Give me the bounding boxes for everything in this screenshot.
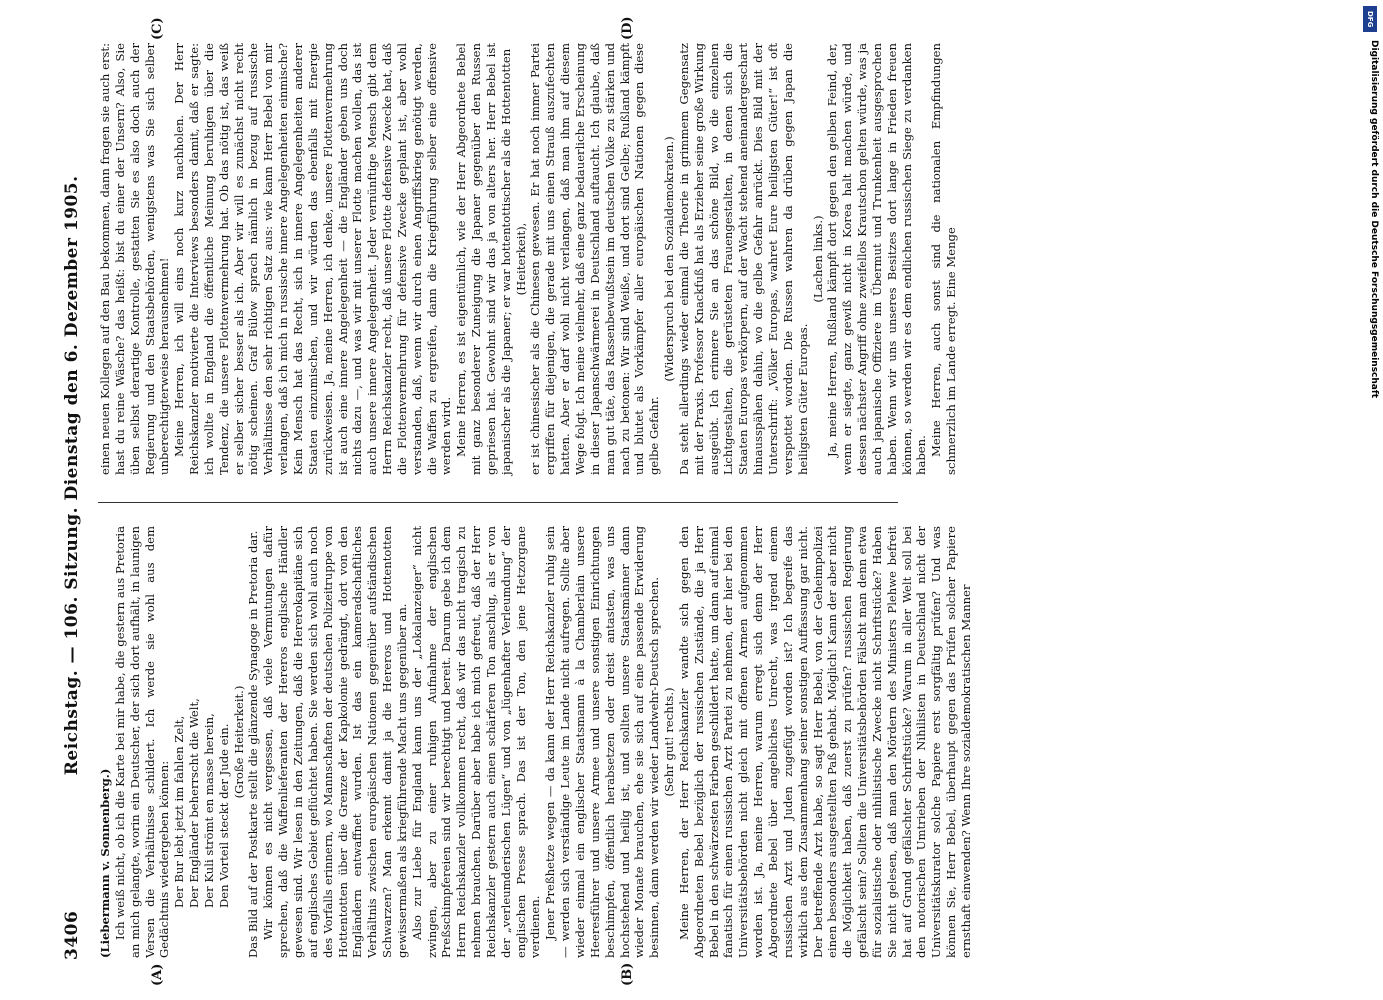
verse-line: Den Vorteil steckt der Jude ein. [216,723,231,908]
paragraph: Meine Herren, auch sonst sind die nationalen Empfindungen schmerzlich im Lande erregt. Eine Menge [929,43,959,475]
paragraph: Jener Preßhetze wegen — da kann der Herr Reichskanzler ruhig sein — werden sich verständige Leute im Lande nicht aufregen. Sollte aber wieder einmal ein englischer Staatsmann à la Chamberlain unsere Heeresführer und unsere Armee und unsere sonstigen Einrichtungen beschimpfen, öffentlich herabsetzen oder dreist antasten, was uns hochstehend und heilig ist, und sollten unsere Staatsmänner dann wieder Monate brauchen, ehe sie sich auf eine passende Erwiderung besinnen, dann werden wir wieder Landwehr-Deutsch sprechen. [543,526,662,958]
dfg-logo: DFG [1363,6,1377,32]
verse-line: Der Engländer beherrscht die Welt, [187,698,202,908]
margin-mark-d: (D) [620,16,635,40]
margin-mark-a: (A) [150,963,165,986]
speaker-name: (Liebermann v. Sonnenberg.) [98,768,112,958]
paragraph: (Lachen links.) [810,215,825,303]
running-title: Reichstag. — 106. Sitzung. Dienstag den 6. Dezember 1905. [62,175,82,776]
paragraph: (Widerspruch bei den Sozialdemokraten.) [662,136,677,382]
paragraph: (Große Heiterkeit.) [231,685,246,799]
page-header [55,40,89,960]
right-column [98,43,959,475]
paragraph: Ich weiß nicht, ob ich die Karte bei mir habe, die gestern aus Pretoria an mich gelangte, worin ein Deutscher, der sich dort aufhält, in launigen Versen die Verhältnisse schildert. Ich werde sie wohl aus dem Gedächtnis wiedergeben können: [112,526,172,958]
paragraph: (Heiterkeit), [513,222,528,296]
left-column [98,526,974,958]
paragraph: Meine Herren, der Herr Reichskanzler wandte sich gegen den Abgeordneten Bebel bezüglich der russischen Zustände, die ja Herr Bebel in den schwärzesten Farben geschildert hatte, um dann auf einmal fanatisch für einen russischen Arzt Partei zu nehmen, der hier bei den Universitätsbehörden nicht gleich mit offenen Armen aufgenommen worden ist. Ja, meine Herren, warum erregt sich denn der Herr Abgeordnete Bebel über angebliches Unrecht, was irgend einem russischen Arzt und Juden zugefügt worden ist? Ich begreife das wirklich aus dem Zusammenhang seiner sonstigen Auffassung gar nicht. Der betreffende Arzt habe, so sagt Herr Bebel, von der Geheimpolizei einen besonders ausgestellten Paß gehabt. Möglich! Kann der aber nicht die Möglichkeit haben, daß zuerst zu prüfen? russischen Regierung gefälscht sein? Sollten die Universitätsbehörden Fälscht man denn etwa für sozialistische oder nihilistische Zwecke nicht Schriftstücke? Haben Sie nicht gelesen, daß man den Mördern des Ministers Plehwe befreit hat auf Grund gefälschter Schriftstücke? Warum in aller Welt soll bei den notorischen Umtrieben der Nihilisten in Deutschland nicht der Universitätskurator solche Papiere erst sorgfältig prüfen? Und was können Sie, Herr Bebel, überhaupt gegen das Prüfen solcher Papiere ernsthaft einwenden? Wenn Ihre sozialdemokratischen Manner [676,526,973,958]
paragraph: Wir können es nicht vergessen, daß viele Vermutungen dafür sprechen, daß die Waffenlieferanten der Hereros englische Händler gewesen sind. Wir lesen in den Zeitungen, daß die Hererokapitäne sich auf englisches Gebiet geflüchtet haben. Sie werden sich wohl auch noch des Vorfalls erinnern, wo Mannschaften der deutschen Polizeitruppe von Hottentotten über die Grenze der Kapkolonie gedrängt, dort von den Engländern entwaffnet wurden. Ist das ein kameradschaftliches Verhältnis zwischen europäischen Nationen gegenüber aufständischen Schwarzen? Man erkennt damit ja die Hereros und Hottentotten gewissermaßen als kriegführende Macht uns gegenüber an. [261,526,409,958]
paragraph: Meine Herren, es ist eigentümlich, wie der Herr Abgeordnete Bebel mit ganz besonderer Zuneigung die Japaner gegenüber den Russen gepriesen hat. Gewohnt sind wir das ja von alters her. Herr Bebel ist japanischer als die Japaner; er war hottentottischer als die Hottentotten [454,43,513,475]
paragraph: (Sehr gut! rechts.) [662,687,677,797]
paragraph: er ist chinesischer als die Chinesen gewesen. Er hat noch immer Partei ergriffen für diejenigen, die gerade mit uns einen Strauß auszufechten hatten. Aber er darf wohl nicht verlangen, daß man ihm auf diesem Wege folgt. Ich meine vielmehr, daß eine ganz bedauerliche Erscheinung in dieser Japanschwärmerei in Deutschland auftaucht. Ich glaube, daß man gut täte, das Rassenbewußtsein im deutschen Volke zu stärken und nach zu betonen: Wir sind Weiße, und dort sind Gelbe; Rußland kämpft und blutet als Vorkämpfer aller europäischen Nationen gegen diese gelbe Gefahr. [528,43,662,475]
paragraph: Da steht allerdings wieder einmal die Theorie in grimmem Gegensatz mit der Praxis. Professor Knackfuß hat als Erzieher seine große Wirkung ausgeübt. Ich erinnere Sie an das schöne Bild, wo die einzelnen Lichtgestalten, die gerüsteten Frauengestalten, in denen sich die Staaten Europas verkörpern, auf der Wacht stehend aneinandergeschart hinausspähen dahin, wo die gelbe Gefahr anrückt. Dies Bild mit der Unterschrift: „Völker Europas, wahret Eure heiligsten Güter!“ ist oft verspottet worden. Die Russen wahren da drüben gegen Japan die heiligsten Güter Europas. [676,43,810,475]
paragraph: Ja, meine Herren, Rußland kämpft dort gegen den gelben Feind, der, wenn er siegte, ganz gewiß nicht in Korea halt machen würde, und dessen nächster Angriff ohne zweifellos Krautschon gelten würde, was ja auch japanische Offiziere im Übermut und Trunkenheit ausgesprochen haben. Wenn wir uns unseres Besitzes dort lange in Frieden freuen können, so werden wir es dem endlichen russischen Siege zu verdanken haben. [825,43,929,475]
paragraph: Meine Herren, ich will eins noch kurz nachholen. Der Herr Reichskanzler motivierte die Interviews besonders damit, daß er sagte: ich wollte in England die öffentliche Meinung beruhigen über die Tendenz, die unsere Flottenvermehrung hat. Ob das nötig ist, das weiß er selber sicher besser als ich. Aber wir will es zunächst nicht recht nötig scheinen. Graf Bülow sprach nämlich in bezug auf russische Verhältnisse den sehr richtigen Satz aus: wie kann Herr Bebel von mir verlangen, daß ich mich in russische innere Angelegenheiten einmische? Kein Mensch hat das Recht, sich in innere Angelegenheiten anderer Staaten einzumischen, und wir würden das ebenfalls mit Energie zurückweisen. Ja, meine Herren, ich denke, unsere Flottenvermehrung ist auch eine innere Angelegenheit — die Engländer geben uns doch nichts dazu —, und was wir mit unserer Flotte machen wollen, das ist auch unsere innere Angelegenheit. Jeder vernünftige Mensch gibt dem Herrn Reichskanzler recht, daß unsere Flotte defensive Zwecke hat, daß die Flottenvermehrung für defensive Zwecke geplant ist, aber wohl verstanden, daß, wenn wir durch einen Angriffskrieg genötigt werden, die Waffen zu ergreifen, dann die Kriegführung selber eine offensive werden wird. [172,43,454,475]
column-divider [98,502,898,503]
verse-line: Der Kuli strömt en masse herein, [201,713,216,908]
digitization-credit: Digitalisierung gefördert durch die Deutsche Forschungsgemeinschaft [1369,40,1379,399]
paragraph: Das Bild auf der Postkarte stellt die glänzende Synagoge in Pretoria dar. [246,530,261,958]
margin-mark-c: (C) [150,17,165,40]
margin-mark-b: (B) [620,962,635,986]
page-number: 3406 [62,910,82,960]
paragraph: einen neuen Kollegen auf den Bau bekommen, dann fragen sie auch erst: hast du reine Wäsche? das heißt: bist du einer der Unsern? Also, Sie üben selbst derartige Kontrolle, gestatten Sie es also doch auch der Regierung und den Staatsbehörden, wenigstens was Sie sich selber unberechtigterweise herausnehmen! [98,43,172,475]
verse-line: Der Bur lebt jetzt im fahlen Zelt, [172,715,187,908]
paragraph: Also zur Liebe für England kann uns der „Lokalanzeiger“ nicht zwingen, aber zu einer ruhigen Aufnahme der englischen Preßschimpfereien sind wir berechtigt und bereit. Darum gebe ich dem Herrn Reichskanzler vollkommen recht, daß wir das nicht tragisch zu nehmen brauchen. Darüber aber habe ich mich gefreut, daß der Herr Reichskanzler gestern auch einen schärferen Ton anschlug, als er von der „verleumderischen Lügen“ und von „lügenhafter Verleumdung“ der englischen Presse sprach. Das ist der Ton, den jene Hetzorgane verdienen. [409,526,543,958]
